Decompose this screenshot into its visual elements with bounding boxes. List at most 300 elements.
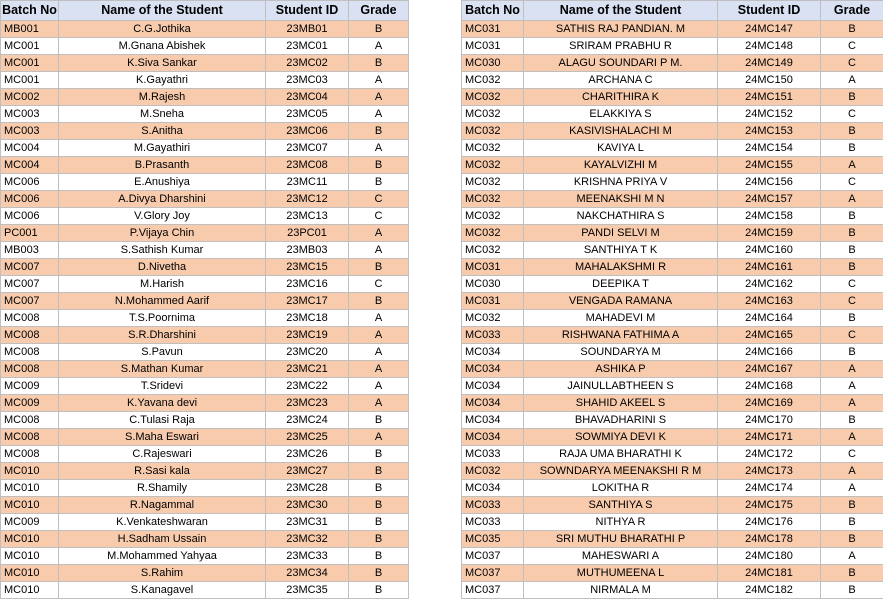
cell-batch-no[interactable]: MC033 bbox=[462, 514, 524, 531]
cell-student-name[interactable]: D.Nivetha bbox=[59, 259, 266, 276]
cell-grade[interactable]: B bbox=[349, 565, 409, 582]
table-row bbox=[1, 531, 409, 548]
cell-grade[interactable]: C bbox=[349, 191, 409, 208]
cell-batch-no[interactable]: MC007 bbox=[1, 259, 59, 276]
table-row bbox=[462, 191, 883, 208]
cell-student-id[interactable]: 23MC23 bbox=[266, 395, 349, 412]
cell-student-id[interactable]: 23MC26 bbox=[266, 446, 349, 463]
table-row bbox=[462, 106, 883, 123]
cell-student-name[interactable]: SOWNDARYA MEENAKSHI R M bbox=[524, 463, 718, 480]
cell-batch-no[interactable]: MC006 bbox=[1, 174, 59, 191]
cell-student-name[interactable]: SOWMIYA DEVI K bbox=[524, 429, 718, 446]
cell-batch-no[interactable]: MC001 bbox=[1, 72, 59, 89]
cell-student-name[interactable]: C.G.Jothika bbox=[59, 21, 266, 38]
cell-student-id[interactable]: 23MC06 bbox=[266, 123, 349, 140]
cell-grade[interactable]: B bbox=[349, 157, 409, 174]
cell-grade[interactable]: B bbox=[821, 259, 883, 276]
cell-student-id[interactable]: 23MC32 bbox=[266, 531, 349, 548]
cell-grade[interactable]: B bbox=[821, 412, 883, 429]
cell-student-name[interactable]: MAHESWARI A bbox=[524, 548, 718, 565]
cell-student-name[interactable]: MAHALAKSHMI R bbox=[524, 259, 718, 276]
cell-grade[interactable]: A bbox=[821, 378, 883, 395]
cell-batch-no[interactable]: MC032 bbox=[462, 140, 524, 157]
cell-grade[interactable]: A bbox=[349, 361, 409, 378]
cell-grade[interactable]: A bbox=[821, 548, 883, 565]
header-row bbox=[1, 1, 409, 21]
cell-grade[interactable]: C bbox=[349, 276, 409, 293]
cell-grade[interactable]: B bbox=[821, 514, 883, 531]
cell-student-id[interactable]: 24MC148 bbox=[718, 38, 821, 55]
cell-grade[interactable]: A bbox=[349, 72, 409, 89]
cell-batch-no[interactable]: MC032 bbox=[462, 225, 524, 242]
cell-grade[interactable]: B bbox=[349, 293, 409, 310]
cell-student-id[interactable]: 24MC176 bbox=[718, 514, 821, 531]
table-row bbox=[1, 293, 409, 310]
cell-student-name[interactable]: S.Rahim bbox=[59, 565, 266, 582]
cell-student-name[interactable]: NIRMALA M bbox=[524, 582, 718, 599]
cell-student-id[interactable]: 23MC33 bbox=[266, 548, 349, 565]
table-row bbox=[462, 582, 883, 599]
cell-grade[interactable]: C bbox=[821, 293, 883, 310]
table-row bbox=[462, 225, 883, 242]
cell-grade[interactable]: A bbox=[821, 72, 883, 89]
cell-student-name[interactable]: SRI MUTHU BHARATHI P bbox=[524, 531, 718, 548]
cell-student-id[interactable]: 24MC180 bbox=[718, 548, 821, 565]
cell-student-name[interactable]: VENGADA RAMANA bbox=[524, 293, 718, 310]
cell-batch-no[interactable]: MC032 bbox=[462, 89, 524, 106]
cell-student-name[interactable]: K.Siva Sankar bbox=[59, 55, 266, 72]
cell-student-id[interactable]: 23MC01 bbox=[266, 38, 349, 55]
cell-grade[interactable]: B bbox=[349, 531, 409, 548]
cell-student-id[interactable]: 23MC20 bbox=[266, 344, 349, 361]
table-row bbox=[462, 412, 883, 429]
cell-grade[interactable]: B bbox=[349, 55, 409, 72]
cell-batch-no[interactable]: MC007 bbox=[1, 293, 59, 310]
cell-student-id[interactable]: 23MC25 bbox=[266, 429, 349, 446]
cell-student-name[interactable]: SOUNDARYA M bbox=[524, 344, 718, 361]
cell-student-name[interactable]: P.Vijaya Chin bbox=[59, 225, 266, 242]
cell-batch-no[interactable]: MC010 bbox=[1, 497, 59, 514]
cell-grade[interactable]: A bbox=[821, 191, 883, 208]
cell-batch-no[interactable]: MC010 bbox=[1, 463, 59, 480]
cell-grade[interactable]: B bbox=[349, 412, 409, 429]
cell-student-id[interactable]: 23MC07 bbox=[266, 140, 349, 157]
cell-student-id[interactable]: 23MC31 bbox=[266, 514, 349, 531]
cell-student-name[interactable]: SANTHIYA T K bbox=[524, 242, 718, 259]
cell-student-name[interactable]: R.Sasi kala bbox=[59, 463, 266, 480]
cell-grade[interactable]: A bbox=[821, 395, 883, 412]
cell-student-id[interactable]: 24MC162 bbox=[718, 276, 821, 293]
cell-student-id[interactable]: 24MC174 bbox=[718, 480, 821, 497]
cell-batch-no[interactable]: MC010 bbox=[1, 548, 59, 565]
cell-student-name[interactable]: MAHADEVI M bbox=[524, 310, 718, 327]
cell-grade[interactable]: C bbox=[821, 55, 883, 72]
cell-grade[interactable]: B bbox=[349, 446, 409, 463]
cell-student-name[interactable]: JAINULLABTHEEN S bbox=[524, 378, 718, 395]
cell-grade[interactable]: A bbox=[349, 327, 409, 344]
cell-student-name[interactable]: K.Venkateshwaran bbox=[59, 514, 266, 531]
table-row bbox=[462, 293, 883, 310]
cell-student-id[interactable]: 24MC165 bbox=[718, 327, 821, 344]
cell-batch-no[interactable]: MC033 bbox=[462, 446, 524, 463]
cell-grade[interactable]: B bbox=[821, 242, 883, 259]
cell-student-name[interactable]: T.S.Poornima bbox=[59, 310, 266, 327]
table-row bbox=[1, 242, 409, 259]
cell-student-name[interactable]: ARCHANA C bbox=[524, 72, 718, 89]
cell-student-name[interactable]: NITHYA R bbox=[524, 514, 718, 531]
cell-batch-no[interactable]: MC006 bbox=[1, 208, 59, 225]
table-row bbox=[462, 259, 883, 276]
cell-student-id[interactable]: 24MC181 bbox=[718, 565, 821, 582]
cell-student-id[interactable]: 23MC17 bbox=[266, 293, 349, 310]
cell-student-id[interactable]: 24MC152 bbox=[718, 106, 821, 123]
cell-batch-no[interactable]: MC010 bbox=[1, 480, 59, 497]
cell-batch-no[interactable]: MC030 bbox=[462, 55, 524, 72]
cell-grade[interactable]: B bbox=[821, 565, 883, 582]
cell-grade[interactable]: C bbox=[821, 327, 883, 344]
cell-student-id[interactable]: 24MC151 bbox=[718, 89, 821, 106]
cell-grade[interactable]: B bbox=[821, 140, 883, 157]
cell-student-name[interactable]: BHAVADHARINI S bbox=[524, 412, 718, 429]
cell-batch-no[interactable]: MC008 bbox=[1, 310, 59, 327]
cell-student-name[interactable]: NAKCHATHIRA S bbox=[524, 208, 718, 225]
cell-student-id[interactable]: 23MC02 bbox=[266, 55, 349, 72]
cell-grade[interactable]: B bbox=[349, 480, 409, 497]
cell-student-id[interactable]: 23MC28 bbox=[266, 480, 349, 497]
cell-batch-no[interactable]: MC033 bbox=[462, 327, 524, 344]
cell-grade[interactable]: A bbox=[349, 106, 409, 123]
cell-student-id[interactable]: 23MC35 bbox=[266, 582, 349, 599]
cell-grade[interactable]: A bbox=[349, 429, 409, 446]
cell-batch-no[interactable]: MC032 bbox=[462, 106, 524, 123]
cell-grade[interactable]: A bbox=[349, 140, 409, 157]
cell-grade[interactable]: B bbox=[349, 582, 409, 599]
cell-student-name[interactable]: RAJA UMA BHARATHI K bbox=[524, 446, 718, 463]
cell-batch-no[interactable]: MC034 bbox=[462, 361, 524, 378]
cell-batch-no[interactable]: MC009 bbox=[1, 514, 59, 531]
cell-student-name[interactable]: M.Harish bbox=[59, 276, 266, 293]
cell-batch-no[interactable]: MC003 bbox=[1, 106, 59, 123]
cell-student-name[interactable]: M.Sneha bbox=[59, 106, 266, 123]
cell-batch-no[interactable]: MC008 bbox=[1, 327, 59, 344]
cell-student-id[interactable]: 24MC173 bbox=[718, 463, 821, 480]
table-row bbox=[462, 531, 883, 548]
cell-grade[interactable]: B bbox=[821, 310, 883, 327]
cell-student-id[interactable]: 24MC153 bbox=[718, 123, 821, 140]
cell-grade[interactable]: C bbox=[349, 208, 409, 225]
cell-student-name[interactable]: C.Tulasi Raja bbox=[59, 412, 266, 429]
cell-batch-no[interactable]: MC037 bbox=[462, 565, 524, 582]
cell-batch-no[interactable]: MC034 bbox=[462, 395, 524, 412]
cell-grade[interactable]: B bbox=[349, 174, 409, 191]
cell-grade[interactable]: A bbox=[349, 395, 409, 412]
cell-batch-no[interactable]: MC034 bbox=[462, 429, 524, 446]
cell-student-id[interactable]: 23MC21 bbox=[266, 361, 349, 378]
cell-grade[interactable]: B bbox=[349, 21, 409, 38]
cell-student-name[interactable]: S.Kanagavel bbox=[59, 582, 266, 599]
cell-batch-no[interactable]: MC001 bbox=[1, 55, 59, 72]
cell-student-id[interactable]: 24MC178 bbox=[718, 531, 821, 548]
cell-student-name[interactable]: KASIVISHALACHI M bbox=[524, 123, 718, 140]
cell-batch-no[interactable]: MC008 bbox=[1, 446, 59, 463]
cell-student-id[interactable]: 24MC147 bbox=[718, 21, 821, 38]
cell-student-name[interactable]: S.Maha Eswari bbox=[59, 429, 266, 446]
cell-student-name[interactable]: CHARITHIRA K bbox=[524, 89, 718, 106]
table-row bbox=[1, 514, 409, 531]
cell-grade[interactable]: C bbox=[821, 276, 883, 293]
cell-grade[interactable]: B bbox=[821, 123, 883, 140]
cell-grade[interactable]: A bbox=[349, 225, 409, 242]
cell-grade[interactable]: A bbox=[821, 361, 883, 378]
cell-student-id[interactable]: 24MC172 bbox=[718, 446, 821, 463]
cell-grade[interactable]: B bbox=[349, 548, 409, 565]
cell-student-name[interactable]: RISHWANA FATHIMA A bbox=[524, 327, 718, 344]
cell-student-id[interactable]: 23MC27 bbox=[266, 463, 349, 480]
cell-student-name[interactable]: ALAGU SOUNDARI P M. bbox=[524, 55, 718, 72]
cell-batch-no[interactable]: MC002 bbox=[1, 89, 59, 106]
table-row bbox=[462, 157, 883, 174]
cell-batch-no[interactable]: MC032 bbox=[462, 242, 524, 259]
cell-student-name[interactable]: H.Sadham Ussain bbox=[59, 531, 266, 548]
cell-student-name[interactable]: SANTHIYA S bbox=[524, 497, 718, 514]
cell-student-id[interactable]: 23MC15 bbox=[266, 259, 349, 276]
cell-student-id[interactable]: 23MC19 bbox=[266, 327, 349, 344]
table-row bbox=[1, 225, 409, 242]
cell-grade[interactable]: A bbox=[349, 378, 409, 395]
cell-student-name[interactable]: S.Pavun bbox=[59, 344, 266, 361]
cell-student-name[interactable]: C.Rajeswari bbox=[59, 446, 266, 463]
table-row bbox=[462, 463, 883, 480]
cell-grade[interactable]: B bbox=[349, 497, 409, 514]
cell-student-name[interactable]: S.Sathish Kumar bbox=[59, 242, 266, 259]
cell-student-name[interactable]: N.Mohammed Aarif bbox=[59, 293, 266, 310]
cell-batch-no[interactable]: MC004 bbox=[1, 157, 59, 174]
cell-student-id[interactable]: 24MC169 bbox=[718, 395, 821, 412]
cell-batch-no[interactable]: MC008 bbox=[1, 412, 59, 429]
cell-student-id[interactable]: 24MC166 bbox=[718, 344, 821, 361]
cell-student-id[interactable]: 24MC160 bbox=[718, 242, 821, 259]
cell-student-name[interactable]: E.Anushiya bbox=[59, 174, 266, 191]
cell-grade[interactable]: A bbox=[349, 344, 409, 361]
cell-grade[interactable]: A bbox=[349, 38, 409, 55]
cell-batch-no[interactable]: MC031 bbox=[462, 38, 524, 55]
cell-grade[interactable]: A bbox=[821, 157, 883, 174]
cell-student-id[interactable]: 23MC04 bbox=[266, 89, 349, 106]
cell-batch-no[interactable]: MC037 bbox=[462, 548, 524, 565]
cell-student-id[interactable]: 24MC159 bbox=[718, 225, 821, 242]
table-row bbox=[462, 276, 883, 293]
cell-student-name[interactable]: R.Nagammal bbox=[59, 497, 266, 514]
cell-batch-no[interactable]: MC030 bbox=[462, 276, 524, 293]
cell-student-id[interactable]: 24MC154 bbox=[718, 140, 821, 157]
cell-student-name[interactable]: KRISHNA PRIYA V bbox=[524, 174, 718, 191]
cell-student-id[interactable]: 24MC161 bbox=[718, 259, 821, 276]
cell-student-id[interactable]: 24MC158 bbox=[718, 208, 821, 225]
cell-student-id[interactable]: 23MC12 bbox=[266, 191, 349, 208]
header-student-id: Student ID bbox=[718, 1, 821, 21]
cell-student-name[interactable]: K.Gayathri bbox=[59, 72, 266, 89]
cell-student-name[interactable]: ASHIKA P bbox=[524, 361, 718, 378]
cell-student-id[interactable]: 23MC16 bbox=[266, 276, 349, 293]
cell-grade[interactable]: A bbox=[349, 89, 409, 106]
cell-student-id[interactable]: 23MC05 bbox=[266, 106, 349, 123]
cell-student-name[interactable]: M.Gnana Abishek bbox=[59, 38, 266, 55]
cell-student-name[interactable]: SHAHID AKEEL S bbox=[524, 395, 718, 412]
cell-grade[interactable]: C bbox=[821, 446, 883, 463]
cell-student-name[interactable]: S.Anitha bbox=[59, 123, 266, 140]
cell-student-id[interactable]: 24MC170 bbox=[718, 412, 821, 429]
cell-student-name[interactable]: M.Rajesh bbox=[59, 89, 266, 106]
cell-student-name[interactable]: LOKITHA R bbox=[524, 480, 718, 497]
cell-student-name[interactable]: SATHIS RAJ PANDIAN. M bbox=[524, 21, 718, 38]
cell-student-name[interactable]: S.Mathan Kumar bbox=[59, 361, 266, 378]
cell-student-id[interactable]: 23PC01 bbox=[266, 225, 349, 242]
table-row bbox=[462, 565, 883, 582]
cell-grade[interactable]: B bbox=[821, 208, 883, 225]
cell-grade[interactable]: A bbox=[821, 429, 883, 446]
cell-student-id[interactable]: 23MB03 bbox=[266, 242, 349, 259]
cell-batch-no[interactable]: MC001 bbox=[1, 38, 59, 55]
cell-grade[interactable]: A bbox=[349, 242, 409, 259]
cell-student-name[interactable]: K.Yavana devi bbox=[59, 395, 266, 412]
cell-batch-no[interactable]: MB003 bbox=[1, 242, 59, 259]
cell-student-id[interactable]: 23MC03 bbox=[266, 72, 349, 89]
cell-batch-no[interactable]: MC032 bbox=[462, 123, 524, 140]
cell-batch-no[interactable]: MC003 bbox=[1, 123, 59, 140]
cell-student-name[interactable]: MEENAKSHI M N bbox=[524, 191, 718, 208]
cell-grade[interactable]: B bbox=[349, 259, 409, 276]
cell-grade[interactable]: B bbox=[349, 514, 409, 531]
cell-student-id[interactable]: 24MC164 bbox=[718, 310, 821, 327]
cell-grade[interactable]: A bbox=[349, 310, 409, 327]
cell-batch-no[interactable]: MC031 bbox=[462, 259, 524, 276]
cell-student-id[interactable]: 23MC22 bbox=[266, 378, 349, 395]
cell-student-id[interactable]: 24MC175 bbox=[718, 497, 821, 514]
cell-student-name[interactable]: B.Prasanth bbox=[59, 157, 266, 174]
cell-grade[interactable]: A bbox=[821, 480, 883, 497]
cell-batch-no[interactable]: MC031 bbox=[462, 293, 524, 310]
cell-grade[interactable]: B bbox=[821, 21, 883, 38]
cell-batch-no[interactable]: MC009 bbox=[1, 378, 59, 395]
cell-student-id[interactable]: 23MC18 bbox=[266, 310, 349, 327]
cell-grade[interactable]: C bbox=[821, 38, 883, 55]
cell-batch-no[interactable]: MC032 bbox=[462, 72, 524, 89]
cell-batch-no[interactable]: MC032 bbox=[462, 310, 524, 327]
cell-student-name[interactable]: R.Shamily bbox=[59, 480, 266, 497]
cell-grade[interactable]: B bbox=[821, 531, 883, 548]
cell-student-id[interactable]: 24MC156 bbox=[718, 174, 821, 191]
cell-batch-no[interactable]: MC010 bbox=[1, 582, 59, 599]
cell-grade[interactable]: B bbox=[821, 89, 883, 106]
cell-student-name[interactable]: KAYALVIZHI M bbox=[524, 157, 718, 174]
cell-grade[interactable]: B bbox=[349, 123, 409, 140]
cell-grade[interactable]: C bbox=[821, 106, 883, 123]
cell-batch-no[interactable]: MC004 bbox=[1, 140, 59, 157]
cell-grade[interactable]: B bbox=[821, 225, 883, 242]
cell-student-id[interactable]: 24MC182 bbox=[718, 582, 821, 599]
cell-grade[interactable]: B bbox=[821, 582, 883, 599]
cell-batch-no[interactable]: MC032 bbox=[462, 463, 524, 480]
table-row bbox=[462, 429, 883, 446]
cell-student-name[interactable]: S.R.Dharshini bbox=[59, 327, 266, 344]
cell-student-id[interactable]: 23MC30 bbox=[266, 497, 349, 514]
cell-student-name[interactable]: DEEPIKA T bbox=[524, 276, 718, 293]
cell-student-id[interactable]: 23MB01 bbox=[266, 21, 349, 38]
cell-batch-no[interactable]: MC034 bbox=[462, 412, 524, 429]
cell-batch-no[interactable]: MC009 bbox=[1, 395, 59, 412]
cell-student-name[interactable]: T.Sridevi bbox=[59, 378, 266, 395]
cell-student-id[interactable]: 23MC13 bbox=[266, 208, 349, 225]
table-row bbox=[1, 463, 409, 480]
cell-student-name[interactable]: V.Glory Joy bbox=[59, 208, 266, 225]
cell-student-id[interactable]: 24MC157 bbox=[718, 191, 821, 208]
cell-student-name[interactable]: M.Gayathiri bbox=[59, 140, 266, 157]
cell-batch-no[interactable]: MC034 bbox=[462, 480, 524, 497]
cell-student-id[interactable]: 24MC149 bbox=[718, 55, 821, 72]
cell-grade[interactable]: B bbox=[821, 344, 883, 361]
cell-student-name[interactable]: M.Mohammed Yahyaa bbox=[59, 548, 266, 565]
cell-student-name[interactable]: MUTHUMEENA L bbox=[524, 565, 718, 582]
cell-student-id[interactable]: 23MC24 bbox=[266, 412, 349, 429]
cell-batch-no[interactable]: MC033 bbox=[462, 497, 524, 514]
cell-student-name[interactable]: ELAKKIYA S bbox=[524, 106, 718, 123]
cell-batch-no[interactable]: MC010 bbox=[1, 565, 59, 582]
table-row bbox=[1, 310, 409, 327]
cell-student-id[interactable]: 24MC150 bbox=[718, 72, 821, 89]
cell-batch-no[interactable]: MC008 bbox=[1, 429, 59, 446]
cell-batch-no[interactable]: MC007 bbox=[1, 276, 59, 293]
cell-batch-no[interactable]: MC034 bbox=[462, 378, 524, 395]
cell-student-id[interactable]: 24MC167 bbox=[718, 361, 821, 378]
cell-student-id[interactable]: 23MC08 bbox=[266, 157, 349, 174]
cell-grade[interactable]: C bbox=[821, 174, 883, 191]
cell-grade[interactable]: B bbox=[821, 497, 883, 514]
cell-grade[interactable]: B bbox=[349, 463, 409, 480]
cell-batch-no[interactable]: MC010 bbox=[1, 531, 59, 548]
cell-batch-no[interactable]: MC032 bbox=[462, 191, 524, 208]
cell-batch-no[interactable]: MC035 bbox=[462, 531, 524, 548]
cell-student-id[interactable]: 24MC171 bbox=[718, 429, 821, 446]
cell-batch-no[interactable]: MC032 bbox=[462, 174, 524, 191]
cell-batch-no[interactable]: MC008 bbox=[1, 344, 59, 361]
cell-student-name[interactable]: KAVIYA L bbox=[524, 140, 718, 157]
header-row bbox=[462, 1, 883, 21]
cell-student-id[interactable]: 24MC163 bbox=[718, 293, 821, 310]
cell-student-name[interactable]: PANDI SELVI M bbox=[524, 225, 718, 242]
cell-batch-no[interactable]: MB001 bbox=[1, 21, 59, 38]
cell-batch-no[interactable]: MC032 bbox=[462, 208, 524, 225]
cell-batch-no[interactable]: PC001 bbox=[1, 225, 59, 242]
table-row bbox=[1, 208, 409, 225]
cell-batch-no[interactable]: MC031 bbox=[462, 21, 524, 38]
table-row bbox=[462, 446, 883, 463]
cell-student-id[interactable]: 24MC168 bbox=[718, 378, 821, 395]
cell-batch-no[interactable]: MC037 bbox=[462, 582, 524, 599]
cell-student-name[interactable]: SRIRAM PRABHU R bbox=[524, 38, 718, 55]
cell-grade[interactable]: A bbox=[821, 463, 883, 480]
cell-student-id[interactable]: 24MC155 bbox=[718, 157, 821, 174]
cell-batch-no[interactable]: MC034 bbox=[462, 344, 524, 361]
table-row bbox=[462, 395, 883, 412]
header-grade: Grade bbox=[349, 1, 409, 21]
cell-student-name[interactable]: A.Divya Dharshini bbox=[59, 191, 266, 208]
cell-batch-no[interactable]: MC006 bbox=[1, 191, 59, 208]
cell-student-id[interactable]: 23MC34 bbox=[266, 565, 349, 582]
cell-batch-no[interactable]: MC032 bbox=[462, 157, 524, 174]
cell-student-id[interactable]: 23MC11 bbox=[266, 174, 349, 191]
table-row bbox=[462, 208, 883, 225]
cell-batch-no[interactable]: MC008 bbox=[1, 361, 59, 378]
